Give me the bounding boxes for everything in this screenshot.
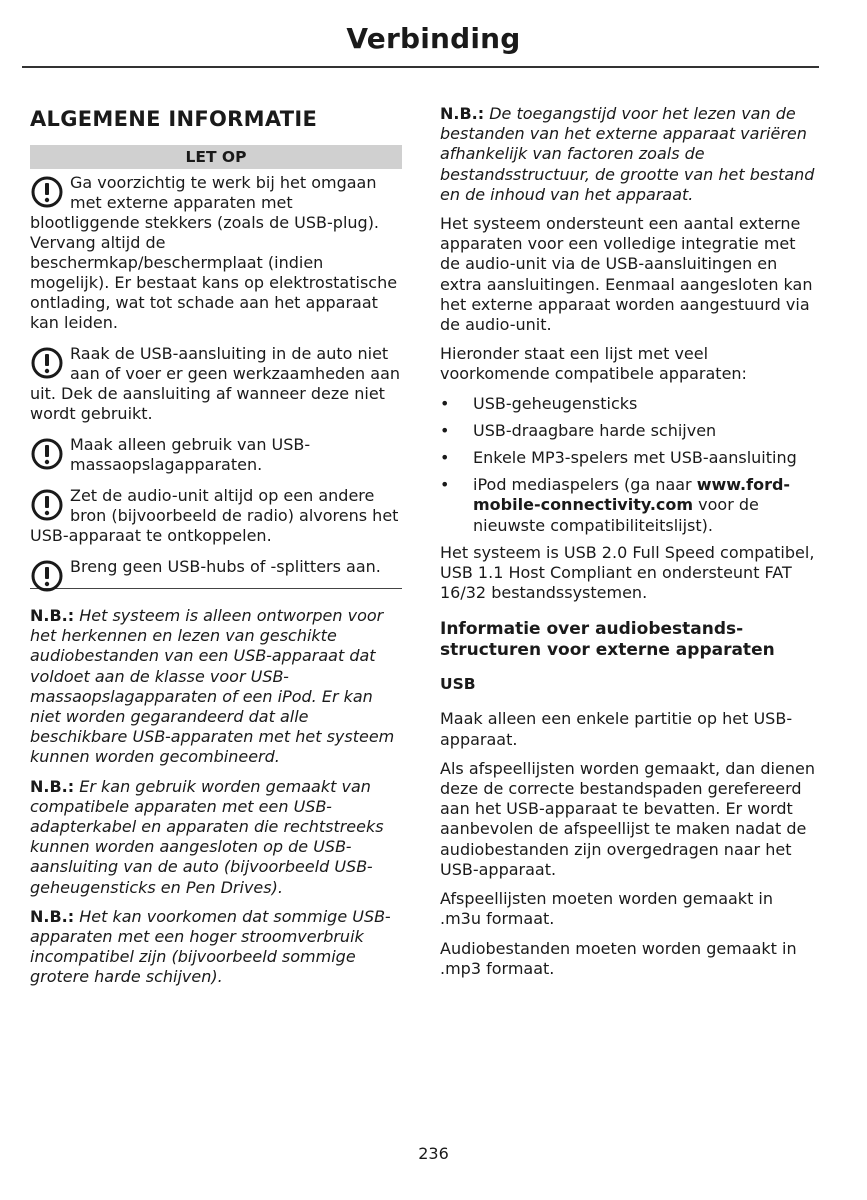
warning-exclamation-icon <box>30 488 66 524</box>
body-paragraph: Het systeem ondersteunt een aantal externe apparaten voor een volledige integratie met de audio-unit via de USB-aansluitingen en extra aansluitingen. Eenmaal aangesloten kan het externe apparaat worden aangestuurd via de audio-unit. <box>440 214 813 335</box>
list-item <box>440 421 816 441</box>
bullet-icon: • <box>440 475 450 495</box>
list-item-text: USB-draagbare harde schijven <box>473 420 717 440</box>
list-item <box>440 475 816 536</box>
warning-text: Raak de USB-aansluiting in de auto niet aan of voer er geen werkzaamheden aan uit. Dek de aansluiting af wanneer deze niet wordt gebruikt. <box>30 344 401 423</box>
device-list <box>440 394 816 536</box>
warning-text: Ga voorzichtig te werk bij het omgaan met externe apparaten met blootliggende stekkers (zoals de USB-plug). Vervang altijd de beschermkap/beschermplaat (indien mogelijk). Er bestaat kans op elektrostatische ontlading, wat tot schade aan het apparaat kan leiden. <box>30 173 398 332</box>
note-label: N.B.: <box>440 104 485 123</box>
note-text: De toegangstijd voor het lezen van de bestanden van het externe apparaat variëren afhankelijk van factoren zoals de bestandsstructuur, de grootte van het bestand en de inhoud van het apparaat. <box>440 104 815 204</box>
bullet-icon: • <box>440 420 450 440</box>
list-item-text-before: iPod mediaspelers (ga naar <box>473 475 697 495</box>
page-header-title: Verbinding <box>346 22 521 55</box>
note-label: N.B.: <box>30 776 75 796</box>
note-paragraph <box>30 777 402 898</box>
body-paragraph: Hieronder staat een lijst met veel voorkomende compatibele apparaten: <box>440 344 747 384</box>
list-item <box>440 394 816 414</box>
list-item <box>440 448 816 468</box>
warning-item <box>30 486 402 546</box>
bullet-icon: • <box>440 393 450 413</box>
header-divider <box>22 66 819 68</box>
usb-heading: USB <box>440 675 476 694</box>
body-paragraph: Maak alleen een enkele partitie op het USB-apparaat. <box>440 709 793 749</box>
warning-exclamation-icon <box>30 559 66 595</box>
section-title: ALGEMENE INFORMATIE <box>30 107 318 131</box>
note-paragraph <box>30 606 402 768</box>
note-text: Het kan voorkomen dat sommige USB-apparaten met een hoger stroomverbruik incompatibel zijn (bijvoorbeeld sommige grotere harde schijven). <box>30 906 391 987</box>
left-column <box>30 104 402 997</box>
note-paragraph <box>440 104 816 205</box>
warning-exclamation-icon <box>30 346 66 382</box>
note-label: N.B.: <box>30 906 75 926</box>
list-item-text-after: voor de nieuwste compatibiliteitslijst). <box>473 495 759 535</box>
warning-text: Maak alleen gebruik van USB-massaopslagapparaten. <box>70 435 311 474</box>
subsection-heading: Informatie over audiobestands-structuren voor externe apparaten <box>440 619 775 661</box>
warning-divider <box>30 588 402 589</box>
warning-item <box>30 344 402 424</box>
body-paragraph: Afspeellijsten moeten worden gemaakt in .m3u formaat. <box>440 889 774 929</box>
note-paragraph <box>30 907 402 988</box>
warning-label: LET OP <box>30 145 402 169</box>
warning-text: Zet de audio-unit altijd op een andere bron (bijvoorbeeld de radio) alvorens het USB-apparaat te ontkoppelen. <box>30 486 399 545</box>
right-column <box>440 104 816 988</box>
ford-connectivity-link[interactable]: www.ford-mobile-connectivity.com <box>473 475 791 515</box>
page-number: 236 <box>418 1144 449 1163</box>
note-text: Er kan gebruik worden gemaakt van compatibele apparaten met een USB-adapterkabel en apparaten die rechtstreeks kunnen worden aangesloten op de USB-aansluiting van de auto (bijvoorbeeld USB-geheugensticks en Pen Drives). <box>30 776 384 897</box>
body-paragraph: Audiobestanden moeten worden gemaakt in .mp3 formaat. <box>440 938 797 978</box>
warning-exclamation-icon <box>30 437 66 473</box>
note-label: N.B.: <box>30 606 75 625</box>
warning-item <box>30 173 402 333</box>
body-paragraph: Het systeem is USB 2.0 Full Speed compatibel, USB 1.1 Host Compliant en ondersteunt FAT 16/32 bestandssystemen. <box>440 542 815 603</box>
warning-item <box>30 557 402 577</box>
note-text: Het systeem is alleen ontworpen voor het herkennen en lezen van geschikte audiobestanden van een USB-apparaat dat voldoet aan de klasse voor USB-massaopslagapparaten of een iPod. Er kan niet worden gegarandeerd dat alle beschikbare USB-apparaten met het systeem kunnen worden gecombineerd. <box>30 606 395 767</box>
warning-exclamation-icon <box>30 175 66 211</box>
list-item-text: Enkele MP3-spelers met USB-aansluiting <box>473 448 797 468</box>
body-paragraph: Als afspeellijsten worden gemaakt, dan dienen deze de correcte bestandspaden gerefereerd aan het USB-apparaat te bevatten. Er wordt aanbevolen de afspeellijst te maken nadat de audiobestanden zijn overgedragen naar het USB-apparaat. <box>440 758 815 879</box>
warning-text: Breng geen USB-hubs of -splitters aan. <box>70 557 381 576</box>
bullet-icon: • <box>440 448 450 468</box>
list-item-text: USB-geheugensticks <box>473 393 638 413</box>
warning-item <box>30 435 402 475</box>
